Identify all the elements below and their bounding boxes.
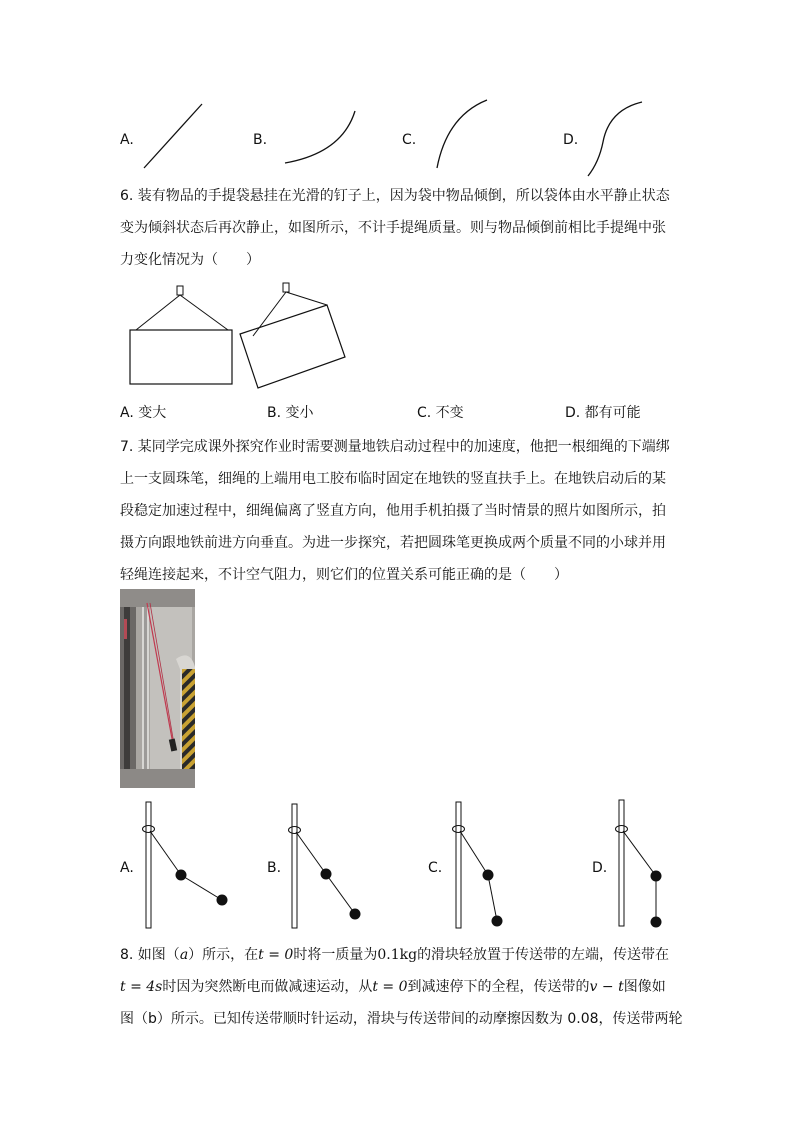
q7-option-c-label[interactable]: C. (428, 860, 443, 876)
q6-stem (120, 180, 680, 276)
q7-option-b-label[interactable]: B. (267, 860, 282, 876)
q7-option-b-diagram (286, 802, 366, 932)
q5-option-b-label[interactable]: B. (253, 132, 268, 148)
q7-line-2: 上一支圆珠笔，细绳的上端用电工胶布临时固定在地铁的竖直扶手上。在地铁启动后的某 (120, 471, 666, 487)
q5-option-b-graph (282, 108, 362, 168)
q8-line-3: 图（b）所示。已知传送带顺时针运动，滑块与传送带间的动摩擦因数为 0.08，传送带两轮 (120, 1011, 683, 1027)
q6-line-2: 变为倾斜状态后再次静止，如图所示，不计手提绳质量。则与物品倾倒前相比手提绳中张 (120, 220, 666, 236)
q7-option-c-diagram (450, 800, 510, 930)
q5-option-a-label[interactable]: A. (120, 132, 134, 148)
q5-option-d-label[interactable]: D. (563, 132, 579, 148)
q6-bag-level (177, 286, 183, 295)
q7-line-5: 轻绳连接起来，不计空气阻力，则它们的位置关系可能正确的是（ ） (120, 567, 568, 583)
q7-subway-photo (120, 589, 195, 788)
q7-option-d-label[interactable]: D. (592, 860, 608, 876)
q6-line-1: 6. 装有物品的手提袋悬挂在光滑的钉子上，因为袋中物品倾倒，所以袋体由水平静止状态 (120, 188, 670, 204)
q7-line-4: 摄方向跟地铁前进方向垂直。为进一步探究，若把圆珠笔更换成两个质量不同的小球并用 (120, 535, 666, 551)
q6-line-3: 力变化情况为（ ） (120, 252, 260, 268)
q5-option-c-label[interactable]: C. (402, 132, 417, 148)
q8-stem (120, 939, 683, 1035)
q7-option-a-diagram (140, 800, 235, 930)
q7-option-a-label[interactable]: A. (120, 860, 134, 876)
q6-option-b[interactable]: B. 变小 (267, 405, 314, 421)
q6-option-d[interactable]: D. 都有可能 (565, 405, 641, 421)
q6-bag-figure (125, 280, 365, 395)
q7-line-1: 7. 某同学完成课外探究作业时需要测量地铁启动过程中的加速度，他把一根细绳的下端绑 (120, 439, 670, 455)
q8-line-2: t = 4s时因为突然断电而做减速运动，从t = 0到减速停下的全程，传送带的v − t图像如 (120, 979, 666, 995)
q6-option-c[interactable]: C. 不变 (417, 405, 464, 421)
q6-bag-tilted (283, 283, 289, 292)
q5-option-c-graph (432, 98, 492, 170)
q5-option-d-graph (585, 100, 645, 178)
q7-option-d-diagram (613, 798, 673, 930)
q6-option-a[interactable]: A. 变大 (120, 405, 167, 421)
q7-line-3: 段稳定加速过程中，细绳偏离了竖直方向，他用手机拍摄了当时情景的照片如图所示，拍 (120, 503, 666, 519)
q5-option-a-graph (140, 100, 210, 170)
q8-line-1: 8. 如图（a）所示，在t = 0时将一质量为0.1kg的滑块轻放置于传送带的左端，传送带在 (120, 947, 670, 963)
q7-stem (120, 431, 680, 591)
